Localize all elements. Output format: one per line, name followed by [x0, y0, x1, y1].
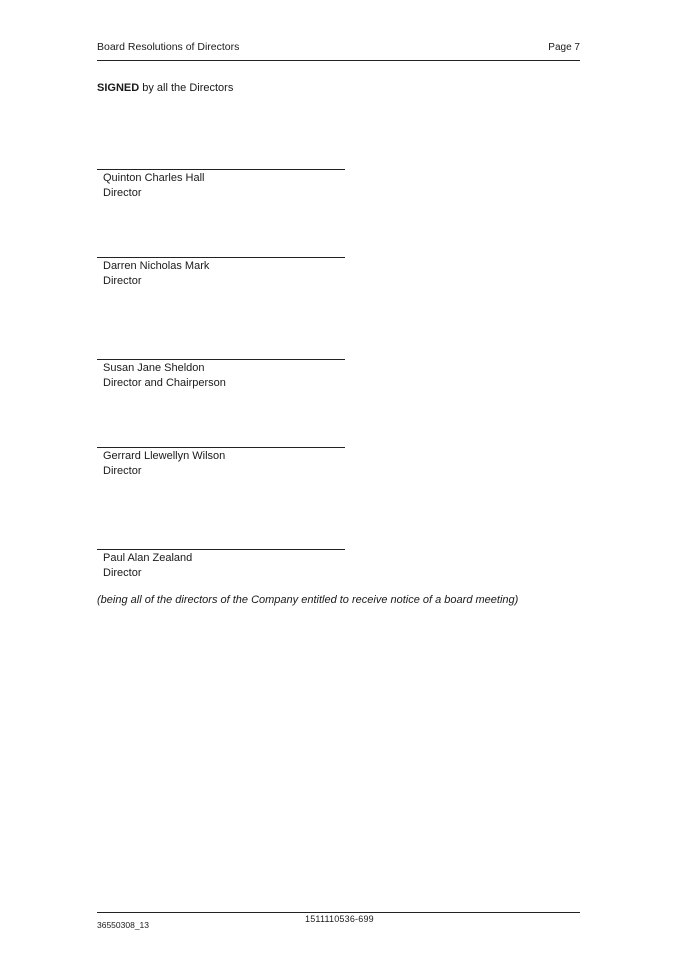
signature-block	[97, 549, 345, 581]
signatory-role: Director	[103, 567, 142, 579]
signatory-role: Director	[103, 187, 142, 199]
signatory-role: Director	[103, 465, 142, 477]
signature-line	[97, 257, 345, 258]
page-number: Page 7	[548, 42, 580, 53]
signature-block	[97, 257, 345, 289]
signature-line	[97, 359, 345, 360]
signed-label: SIGNED	[97, 82, 140, 94]
signatory-name: Quinton Charles Hall	[103, 172, 205, 184]
signature-block	[97, 447, 345, 479]
directors-note: (being all of the directors of the Company entitled to receive notice of a board meeting)	[97, 594, 519, 606]
page-header	[97, 40, 580, 61]
signatory-role: Director and Chairperson	[103, 377, 226, 389]
signature-line	[97, 549, 345, 550]
signed-text: by all the Directors	[139, 82, 234, 94]
signature-line	[97, 169, 345, 170]
signatory-name: Gerrard Llewellyn Wilson	[103, 450, 226, 462]
signatory-name: Darren Nicholas Mark	[103, 260, 210, 272]
header-title: Board Resolutions of Directors	[97, 41, 240, 53]
signed-statement	[97, 82, 233, 94]
signatory-name: Susan Jane Sheldon	[103, 362, 205, 374]
signatory-name: Paul Alan Zealand	[103, 552, 193, 564]
signatory-role: Director	[103, 275, 142, 287]
footer-barcode-text: 1511110536-699	[305, 914, 374, 924]
signature-line	[97, 447, 345, 448]
footer-rule	[97, 912, 580, 913]
signature-block	[97, 359, 345, 391]
signature-block	[97, 169, 345, 201]
footer-doc-ref: 36550308_13	[97, 920, 150, 930]
